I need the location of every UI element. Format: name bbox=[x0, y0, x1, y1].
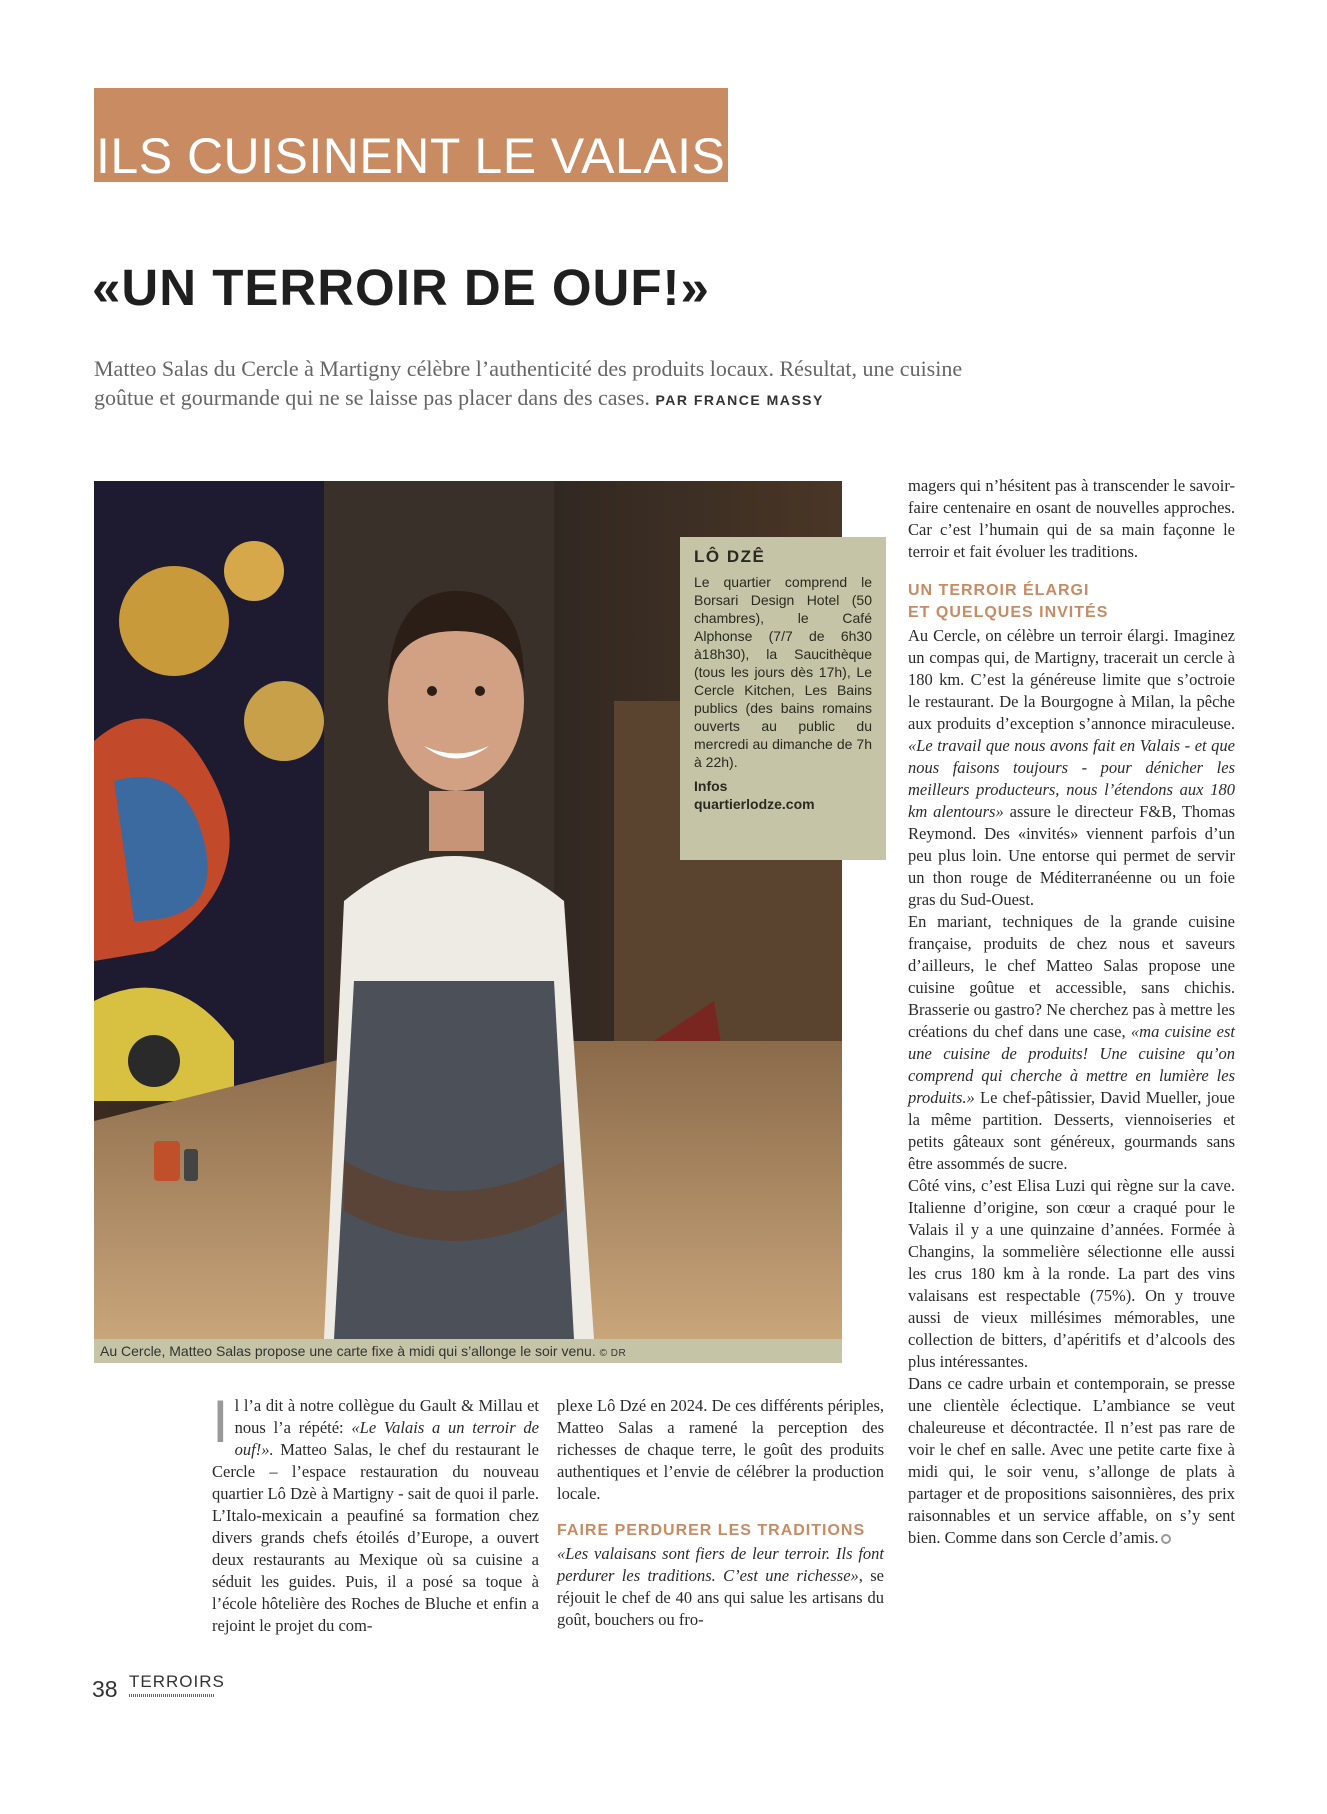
article-column-1 bbox=[212, 1388, 539, 1637]
caption-text: Au Cercle, Matteo Salas propose une carte fixe à midi qui s’allonge le soir venu. bbox=[100, 1343, 596, 1359]
quote: «Le travail que nous avons fait en Valais - et que nous faisons toujours - pour dénicher les meilleurs producteurs, nous l’étendons aux 180 km alentours» bbox=[908, 736, 1235, 821]
magazine-rule bbox=[129, 1694, 215, 1697]
subheading-line-1: UN TERROIR ÉLARGI bbox=[908, 582, 1090, 599]
subheading: FAIRE PERDURER LES TRADITIONS bbox=[557, 1522, 866, 1539]
subheading-line-2: ET QUELQUES INVITÉS bbox=[908, 604, 1109, 621]
text-run: Dans ce cadre urbain et contemporain, se presse une clientèle éclectique. L’ambiance se veut chaleureuse et décontractée. Il n’est pas rare de voir le chef en salle. Avec une petite carte fixe à midi qui, le soir venu, s’allonge de plats à partager et de propositions saisonnières, des prix raisonnables et un service affable, on s’y sent bien. Comme dans son Cercle d’amis. bbox=[908, 1374, 1235, 1547]
drop-cap: I bbox=[212, 1388, 229, 1455]
photo-caption bbox=[94, 1339, 842, 1363]
info-box bbox=[680, 537, 886, 860]
paragraph bbox=[908, 1373, 1235, 1549]
info-box-body: Le quartier comprend le Borsari Design Hotel (50 chambres), le Café Alphonse (7/7 de 6h30 à18h30), la Saucithèque (tous les jours dès 17h), Le Cercle Kitchen, Les Bains publics (des bains romains ouverts au public du mercredi au dimanche de 7h à 22h). bbox=[694, 574, 872, 770]
paragraph bbox=[212, 1388, 539, 1637]
lede bbox=[94, 354, 974, 415]
info-box-infos-label: Infos bbox=[694, 778, 728, 794]
photo-credit: © DR bbox=[599, 1348, 627, 1359]
magazine-name: TERROIRS bbox=[129, 1672, 225, 1691]
byline: PAR FRANCE MASSY bbox=[655, 392, 824, 408]
article-column-3 bbox=[908, 475, 1235, 1549]
paragraph: plexe Lô Dzé en 2024. De ces différents périples, Matteo Salas a ramené la perception des richesses de chaque terre, le goût des produits authentiques et l’envie de célébrer la production locale. bbox=[557, 1396, 884, 1503]
text-run: Matteo Salas, le chef du restaurant le Cercle – l’espace restauration du nouveau quartier Lô Dzè à Martigny - sait de quoi il parle. L’Italo-mexicain a peaufiné sa formation chez divers grands chefs étoilés d’Europe, a ouvert deux restaurants au Mexique où sa cuisine a séduit les guides. Puis, il a posé sa toque à l’école hôtelière des Roches de Bluche et enfin a rejoint le projet du com- bbox=[212, 1440, 539, 1635]
info-box-link[interactable]: quartierlodze.com bbox=[694, 796, 815, 812]
paragraph bbox=[908, 625, 1235, 911]
section-banner: ILS CUISINENT LE VALAIS bbox=[96, 128, 726, 184]
quote: «ma cuisine est une cuisine de produits! Une cuisine qu’on comprend qui cherche à mettre en lumière les produits.» bbox=[908, 1022, 1236, 1107]
headline: «UN TERROIR DE OUF!» bbox=[92, 259, 710, 316]
article-column-2 bbox=[557, 1395, 884, 1631]
text-run: Au Cercle, on célèbre un terroir élargi. Imaginez un compas qui, de Martigny, tracerait un cercle à 180 km. C’est la généreuse limite que s’octroie le restaurant. De la Bourgogne à Milan, la pêche aux produits d’exception s’annonce miraculeuse. bbox=[908, 626, 1235, 733]
text-run: , se réjouit le chef de 40 ans qui salue les artisans du goût, bouchers ou fro- bbox=[557, 1566, 884, 1629]
text-run: assure le directeur F&B, Thomas Reymond. Des «invités» viennent parfois d’un peu plus loin. Une entorse qui permet de servir un thon rouge de Méditerranéenne ou un foie gras du Sud-Ouest. bbox=[908, 802, 1235, 909]
end-mark-icon bbox=[1161, 1534, 1171, 1544]
paragraph bbox=[908, 911, 1235, 1175]
quote: «Le Valais a un terroir de ouf!». bbox=[234, 1418, 539, 1459]
paragraph bbox=[557, 1543, 884, 1631]
paragraph: magers qui n’hésitent pas à transcender le savoir-faire centenaire en osant de nouvelles approches. Car c’est l’humain qui de sa main façonne le terroir et fait évoluer les traditions. bbox=[908, 476, 1235, 561]
paragraph: Côté vins, c’est Elisa Luzi qui règne sur la cave. Italienne d’origine, son cœur a craqué pour le Valais il y a une quinzaine d’années. Formée à Changins, la sommelière sélectionne elle aussi les crus 180 km à la ronde. La part des vins valaisans est respectable (75%). On y trouve aussi de vieux millésimes mémorables, une collection de bitters, d’apéritifs et d’alcools des plus intéressantes. bbox=[908, 1176, 1235, 1371]
text-run: Le chef-pâtissier, David Mueller, joue la même partition. Desserts, viennoiseries et petits gâteaux sont généreux, gourmands sans être assommés de sucre. bbox=[908, 1088, 1235, 1173]
page-number: 38 bbox=[92, 1676, 118, 1702]
text-run: En mariant, techniques de la grande cuisine française, produits de chez nous et saveurs d’ailleurs, le chef Matteo Salas propose une cuisine goûtue et accessible, sans chichis. Brasserie ou gastro? Ne cherchez pas à mettre les créations du chef dans une case, bbox=[908, 912, 1235, 1041]
info-box-title: LÔ DZÊ bbox=[694, 547, 766, 566]
text-run: l l’a dit à notre collègue du Gault & Millau et nous l’a répété: bbox=[234, 1396, 539, 1437]
lede-text: Matteo Salas du Cercle à Martigny célèbre l’authenticité des produits locaux. Résultat, une cuisine goûtue et gourmande qui ne se laisse pas placer dans des cases. bbox=[94, 356, 963, 410]
quote: «Les valaisans sont fiers de leur terroir. Ils font perdurer les traditions. C’est une richesse» bbox=[557, 1544, 884, 1585]
